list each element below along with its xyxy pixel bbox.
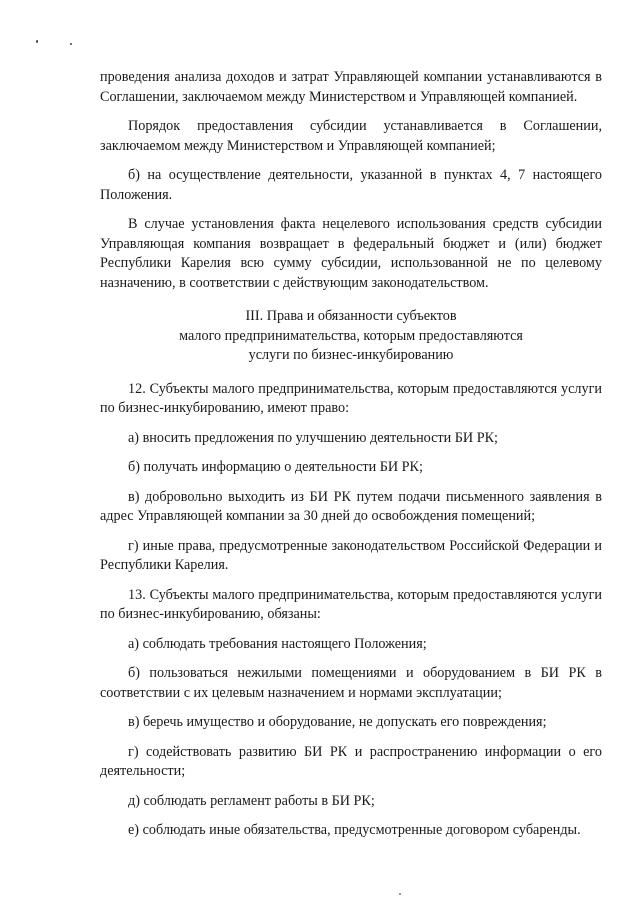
paragraph-continuation: проведения анализа доходов и затрат Управляющей компании устанавливаются в Соглашении, заключаемом между Министерством и Управляющей компанией.: [100, 69, 602, 105]
clause-12-d: г) иные права, предусмотренные законодательством Российской Федерации и Республики Карелия.: [100, 537, 602, 573]
clause-12-b: б) получать информацию о деятельности БИ РК;: [128, 459, 423, 475]
clause-13-b: б) пользоваться нежилыми помещениями и оборудованием в БИ РК в соответствии с их целевым назначением и нормами эксплуатации;: [100, 665, 602, 701]
scan-speck: [399, 893, 401, 895]
section-heading-line: услуги по бизнес-инкубированию: [248, 347, 454, 363]
scan-speck: [70, 43, 72, 45]
section-heading: [100, 307, 602, 366]
scan-speck: [36, 40, 38, 43]
clause-12: 12. Субъекты малого предпринимательства, которым предоставляются услуги по бизнес-инкубированию, имеют право:: [100, 380, 602, 416]
clause-13: 13. Субъекты малого предпринимательства, которым предоставляются услуги по бизнес-инкубированию, обязаны:: [100, 586, 602, 622]
clause-12-c: в) добровольно выходить из БИ РК путем подачи письменного заявления в адрес Управляющей компании за 30 дней до освобождения помещений;: [100, 488, 602, 524]
paragraph-subsidy-procedure: Порядок предоставления субсидии устанавливается в Соглашении, заключаемом между Министерством и Управляющей компанией;: [100, 118, 602, 154]
clause-13-d: г) содействовать развитию БИ РК и распространению информации о его деятельности;: [100, 743, 602, 779]
clause-13-a: а) соблюдать требования настоящего Положения;: [128, 635, 427, 652]
section-heading-line: III. Права и обязанности субъектов: [245, 308, 457, 324]
document-body: [100, 68, 602, 841]
scan-specks: [36, 38, 86, 48]
paragraph-item-b: б) на осуществление деятельности, указанной в пунктах 4, 7 настоящего Положения.: [100, 167, 602, 203]
paragraph-misuse: В случае установления факта нецелевого использования средств субсидии Управляющая компания возвращает в федеральный бюджет и (или) бюджет Республики Карелия всю сумму субсидии, использованной не по целевому назначению, в соответствии с действующим законодательством.: [100, 216, 602, 291]
clause-13-c: в) беречь имущество и оборудование, не допускать его повреждения;: [128, 714, 547, 730]
clause-13-e: д) соблюдать регламент работы в БИ РК;: [128, 792, 375, 809]
section-heading-line: малого предпринимательства, которым предоставляются: [179, 327, 523, 344]
clause-12-a: а) вносить предложения по улучшению деятельности БИ РК;: [128, 429, 498, 446]
clause-13-f: е) соблюдать иные обязательства, предусмотренные договором субаренды.: [128, 822, 581, 838]
